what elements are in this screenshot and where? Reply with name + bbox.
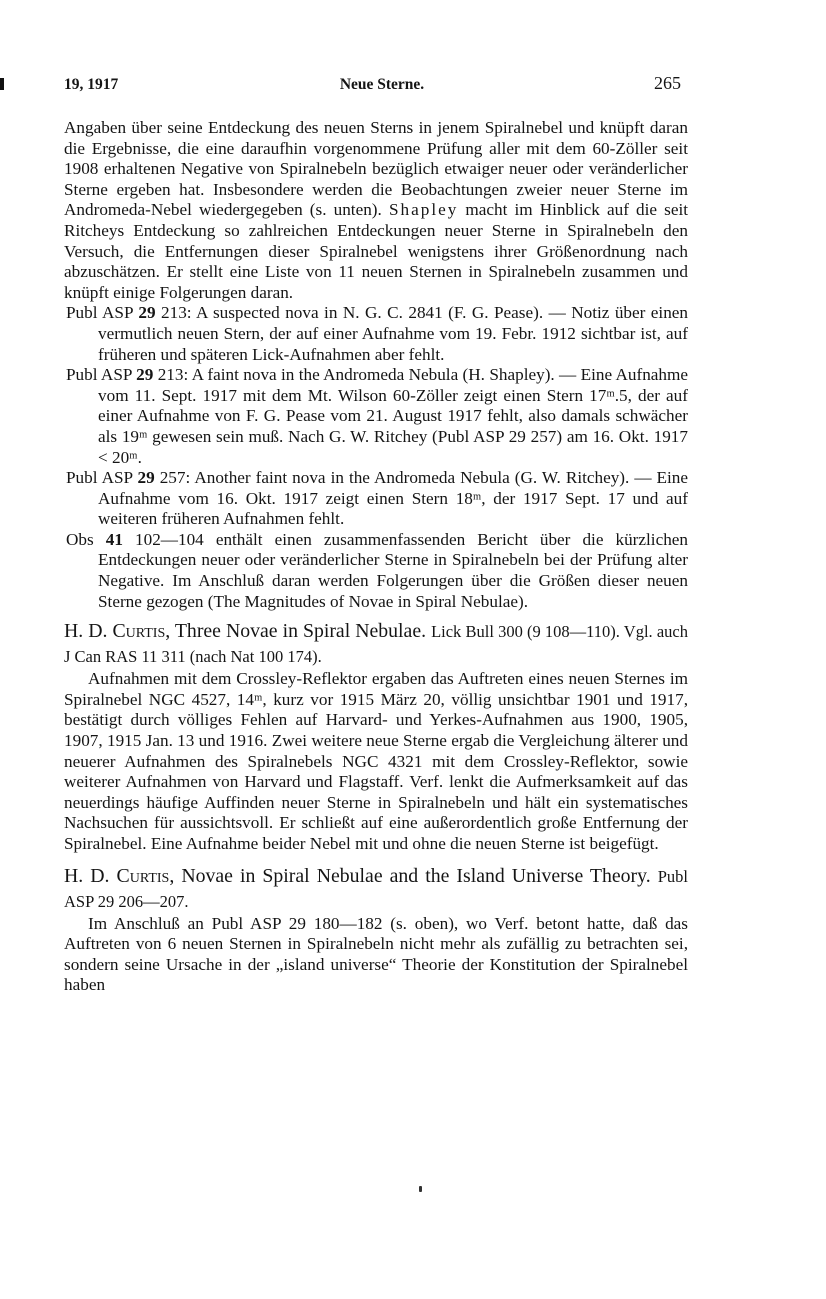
page-number: 265 [654, 73, 681, 93]
entry-volume: 29 [136, 365, 154, 385]
section-citation: Publ ASP 29 206—207. [64, 866, 688, 911]
entry-volume: 41 [105, 529, 123, 549]
entry-text: 257: Another faint nova in the Andromeda Nebula (G. W. Ritchey). — Eine Aufnahme vom 16. Okt. 1917 zeigt einen Stern 18ᵐ, der 1917 Sept. 17 und auf weiteren früheren Aufnahmen fehlt. [98, 468, 689, 529]
entry-volume: 29 [137, 468, 155, 488]
section-author: H. D. Curtis, [64, 620, 171, 643]
running-header [64, 76, 686, 96]
section-citation: Lick Bull 300 (9 108—110). Vgl. auch J Can RAS 11 311 (nach Nat 100 174). [64, 622, 688, 667]
intro-text: Angaben über seine Entdeckung des neuen Sterns in jenem Spiralnebel und knüpft daran die Ergebnisse, die eine daraufhin vorgenommene Prüfung aller mit dem 60-Zöller seit 1908 erhaltenen Negative von Spiralnebeln bezüglich etwaiger neuer oder veränderlicher Sterne ergeben hat. Insbesondere werden die Beobachtungen zweier neuer Sterne im Andromeda-Nebel wiedergegeben (s. unten). [64, 118, 688, 220]
entry-text: 213: A faint nova in the Andromeda Nebula (H. Shapley). — Eine Aufnahme vom 11. Sept. 1917 mit dem Mt. Wilson 60-Zöller zeigt einen Stern 17ᵐ.5, der auf einer Aufnahme von F. G. Pease vom 21. August 1917 fehlt, also damals schwächer als 19ᵐ gewesen sein muß. Nach G. W. Ritchey (Publ ASP 29 257) am 16. Okt. 1917 < 20ᵐ. [98, 365, 689, 467]
ink-speck [419, 1186, 422, 1192]
section-body: Aufnahmen mit dem Crossley-Reflektor ergaben das Auftreten eines neuen Sternes im Spiralnebel NGC 4527, 14ᵐ, kurz vor 1915 März 20, völlig unsichtbar 1901 und 1917, bestätigt durch völliges Fehlen auf Harvard- und Yerkes-Aufnahmen aus 1900, 1905, 1907, 1915 Jan. 13 und 1916. Zwei weitere neue Sterne ergab die Vergleichung älterer und neuerer Aufnahmen des Spiralnebels NGC 4321 mit dem Crossley-Reflektor, sowie weiterer Aufnahmen von Harvard und Flagstaff. Verf. lenkt die Aufmerksamkeit auf das neuerdings häufige Auffinden neuer Sterne in Spiralnebeln und hält ein systematisches Nachsuchen für aussichtsvoll. Er schließt auf eine außerordentlich große Entfernung der Spiralnebel. Eine Aufnahme beider Nebel mit und ohne die neuen Sterne ist beigefügt. [64, 669, 688, 853]
section-title: Novae in Spiral Nebulae and the Island Universe Theory. [181, 864, 651, 887]
entry-volume: 29 [138, 303, 156, 323]
section-heading [64, 864, 688, 914]
spacer [64, 612, 688, 619]
entry-source: Obs [66, 529, 94, 549]
intro-paragraph [64, 118, 688, 303]
entry-source: Publ ASP [66, 468, 133, 488]
section-body: Im Anschluß an Publ ASP 29 180—182 (s. oben), wo Verf. betont hatte, daß das Auftreten von 6 neuen Sternen in Spiralnebeln nicht mehr als zufällig zu betrachten sei, sondern seine Ursache in der „island universe“ Theorie der Konstitution der Spiralnebel haben [64, 913, 688, 995]
entry-source: Publ ASP [66, 303, 133, 323]
reference-entry [64, 365, 688, 468]
section-heading [64, 619, 688, 669]
page-body [64, 118, 688, 996]
reference-entry [64, 303, 688, 365]
entry-source: Publ ASP [66, 365, 132, 385]
entry-text: 102—104 enthält einen zusammenfassenden Bericht über die kürzlichen Entdeckungen neuer oder veränderlicher Sterne in Spiralnebeln bei der Prüfung alter Negative. Im Anschluß daran werden Folgerungen über die Größen dieser neuen Sterne gezogen (The Magnitudes of Novae in Spiral Nebulae). [98, 529, 689, 611]
reference-entry [64, 530, 688, 612]
section-title: Three Novae in Spiral Nebulae. [174, 620, 427, 643]
spacer [64, 855, 688, 864]
reference-entry [64, 468, 688, 530]
section-author: H. D. Curtis, [64, 864, 175, 887]
header-volume-year: 19, 1917 [64, 76, 119, 93]
margin-mark [0, 78, 4, 90]
header-title: Neue Sterne. [339, 76, 425, 93]
intro-text-2: macht im Hinblick auf die seit Ritcheys Entdeckung so zahlreichen Entdeckungen neuer Sterne in Spiralnebeln den Versuch, die Entfernungen dieser Spiralnebel wenigstens ihrer Größenordnung nach abzuschätzen. Er stellt eine Liste von 11 neuen Sternen in Spiralnebeln zusammen und knüpft einige Folgerungen daran. [64, 200, 689, 302]
intro-author: Shapley [388, 200, 459, 220]
entry-text: 213: A suspected nova in N. G. C. 2841 (F. G. Pease). — Notiz über einen vermutlich neuen Stern, der auf einer Aufnahme vom 19. Febr. 1912 sichtbar ist, auf früheren und späteren Lick-Aufnahmen aber fehlt. [98, 303, 689, 364]
